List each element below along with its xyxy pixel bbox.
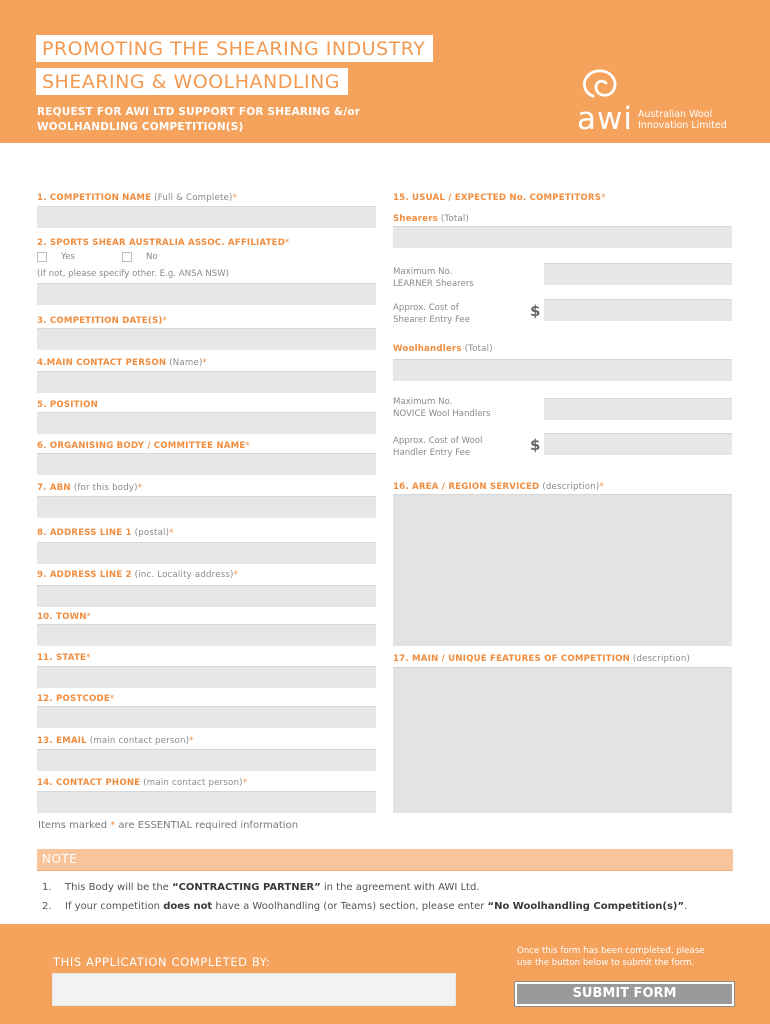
max-learner-input[interactable] [544, 263, 732, 285]
label-email: 13. EMAIL (main contact person)* [37, 736, 194, 746]
label-cost-shearer: Approx. Cost of Shearer Entry Fee [393, 303, 470, 325]
woolhandlers-total-input[interactable] [393, 359, 732, 381]
competition-name-input[interactable] [37, 206, 376, 228]
cost-shearer-input[interactable] [544, 299, 732, 321]
state-input[interactable] [37, 666, 376, 688]
submit-form-button[interactable]: SUBMIT FORM [515, 982, 734, 1006]
label-organising-body: 6. ORGANISING BODY / COMMITTEE NAME* [37, 441, 250, 451]
label-expected-competitors: 15. USUAL / EXPECTED No. COMPETITORS* [393, 193, 606, 203]
awi-logo [575, 66, 745, 136]
label-town: 10. TOWN* [37, 612, 92, 622]
completed-by-label: THIS APPLICATION COMPLETED BY: [53, 955, 271, 969]
no-label: No [146, 252, 158, 262]
abn-input[interactable] [37, 496, 376, 518]
label-unique-features: 17. MAIN / UNIQUE FEATURES OF COMPETITION (description) [393, 654, 691, 664]
label-woolhandlers-total: Woolhandlers (Total) [393, 344, 493, 354]
label-main-contact: 4.MAIN CONTACT PERSON (Name)* [37, 358, 208, 368]
organising-body-input[interactable] [37, 453, 376, 475]
currency-symbol: $ [530, 302, 541, 320]
label-area-region: 16. AREA / REGION SERVICED (description)* [393, 482, 604, 492]
ssa-yes-option[interactable] [37, 252, 75, 262]
unique-features-textarea[interactable] [393, 667, 732, 813]
label-max-novice: Maximum No. NOVICE Wool Handlers [393, 397, 491, 419]
ssa-other-hint: (If not, please specify other. E.g. ANSA NSW) [37, 269, 230, 279]
label-abn: 7. ABN (for this body)* [37, 483, 143, 493]
subtitle-line-2: WOOLHANDLING COMPETITION(S) [37, 121, 244, 133]
ssa-other-input[interactable] [37, 283, 376, 305]
page-footer [0, 924, 770, 1024]
contact-phone-input[interactable] [37, 791, 376, 813]
submit-instructions: Once this form has been completed, please use the button below to submit the form. [517, 946, 705, 968]
cost-woolhandler-input[interactable] [544, 433, 732, 455]
area-region-textarea[interactable] [393, 494, 732, 646]
logo-line-2: Innovation Limited [638, 120, 727, 131]
subtitle-line-1: REQUEST FOR AWI LTD SUPPORT FOR SHEARING &/or [37, 106, 361, 118]
position-input[interactable] [37, 412, 376, 434]
label-max-learner: Maximum No. LEARNER Shearers [393, 267, 474, 289]
postcode-input[interactable] [37, 706, 376, 728]
label-address-line-2: 9. ADDRESS LINE 2 (inc. Locality address)* [37, 570, 239, 580]
note-title: NOTE [42, 852, 78, 866]
currency-symbol: $ [530, 436, 541, 454]
title-line-2: SHEARING & WOOLHANDLING [36, 68, 348, 95]
label-contact-phone: 14. CONTACT PHONE (main contact person)* [37, 778, 248, 788]
note-item-2: 2. If your competition does not have a Woolhandling (or Teams) section, please enter “No Woolhandling Competition(s)”. [42, 901, 688, 912]
no-checkbox[interactable] [122, 252, 132, 262]
label-cost-woolhandler: Approx. Cost of Wool Handler Entry Fee [393, 436, 483, 458]
label-postcode: 12. POSTCODE* [37, 694, 115, 704]
label-competition-name: 1. COMPETITION NAME (Full & Complete)* [37, 193, 238, 203]
label-competition-dates: 3. COMPETITION DATE(S)* [37, 316, 167, 326]
page-header [0, 0, 770, 143]
competition-dates-input[interactable] [37, 328, 376, 350]
logo-wordmark: awi [577, 101, 633, 137]
max-novice-input[interactable] [544, 398, 732, 420]
email-input[interactable] [37, 749, 376, 771]
town-input[interactable] [37, 624, 376, 646]
note-header [37, 849, 733, 871]
label-shearers-total: Shearers (Total) [393, 214, 470, 224]
form-subtitle [37, 105, 360, 135]
label-address-line-1: 8. ADDRESS LINE 1 (postal)* [37, 528, 174, 538]
essential-note: Items marked * are ESSENTIAL required information [38, 820, 299, 831]
label-state: 11. STATE* [37, 653, 91, 663]
label-position: 5. POSITION [37, 400, 98, 410]
logo-company-name [638, 109, 727, 131]
main-contact-input[interactable] [37, 371, 376, 393]
yes-label: Yes [61, 252, 75, 262]
yes-checkbox[interactable] [37, 252, 47, 262]
logo-line-1: Australian Wool [638, 109, 713, 120]
shearers-total-input[interactable] [393, 226, 732, 248]
note-item-1: 1. This Body will be the “CONTRACTING PARTNER” in the agreement with AWI Ltd. [42, 882, 480, 893]
label-ssa-affiliated: 2. SPORTS SHEAR AUSTRALIA ASSOC. AFFILIATED* [37, 238, 290, 248]
completed-by-input[interactable] [52, 973, 456, 1006]
title-line-1: PROMOTING THE SHEARING INDUSTRY [36, 35, 433, 62]
address-line-2-input[interactable] [37, 585, 376, 607]
address-line-1-input[interactable] [37, 542, 376, 564]
ssa-no-option[interactable] [122, 252, 158, 262]
awi-swirl-icon [575, 66, 635, 106]
